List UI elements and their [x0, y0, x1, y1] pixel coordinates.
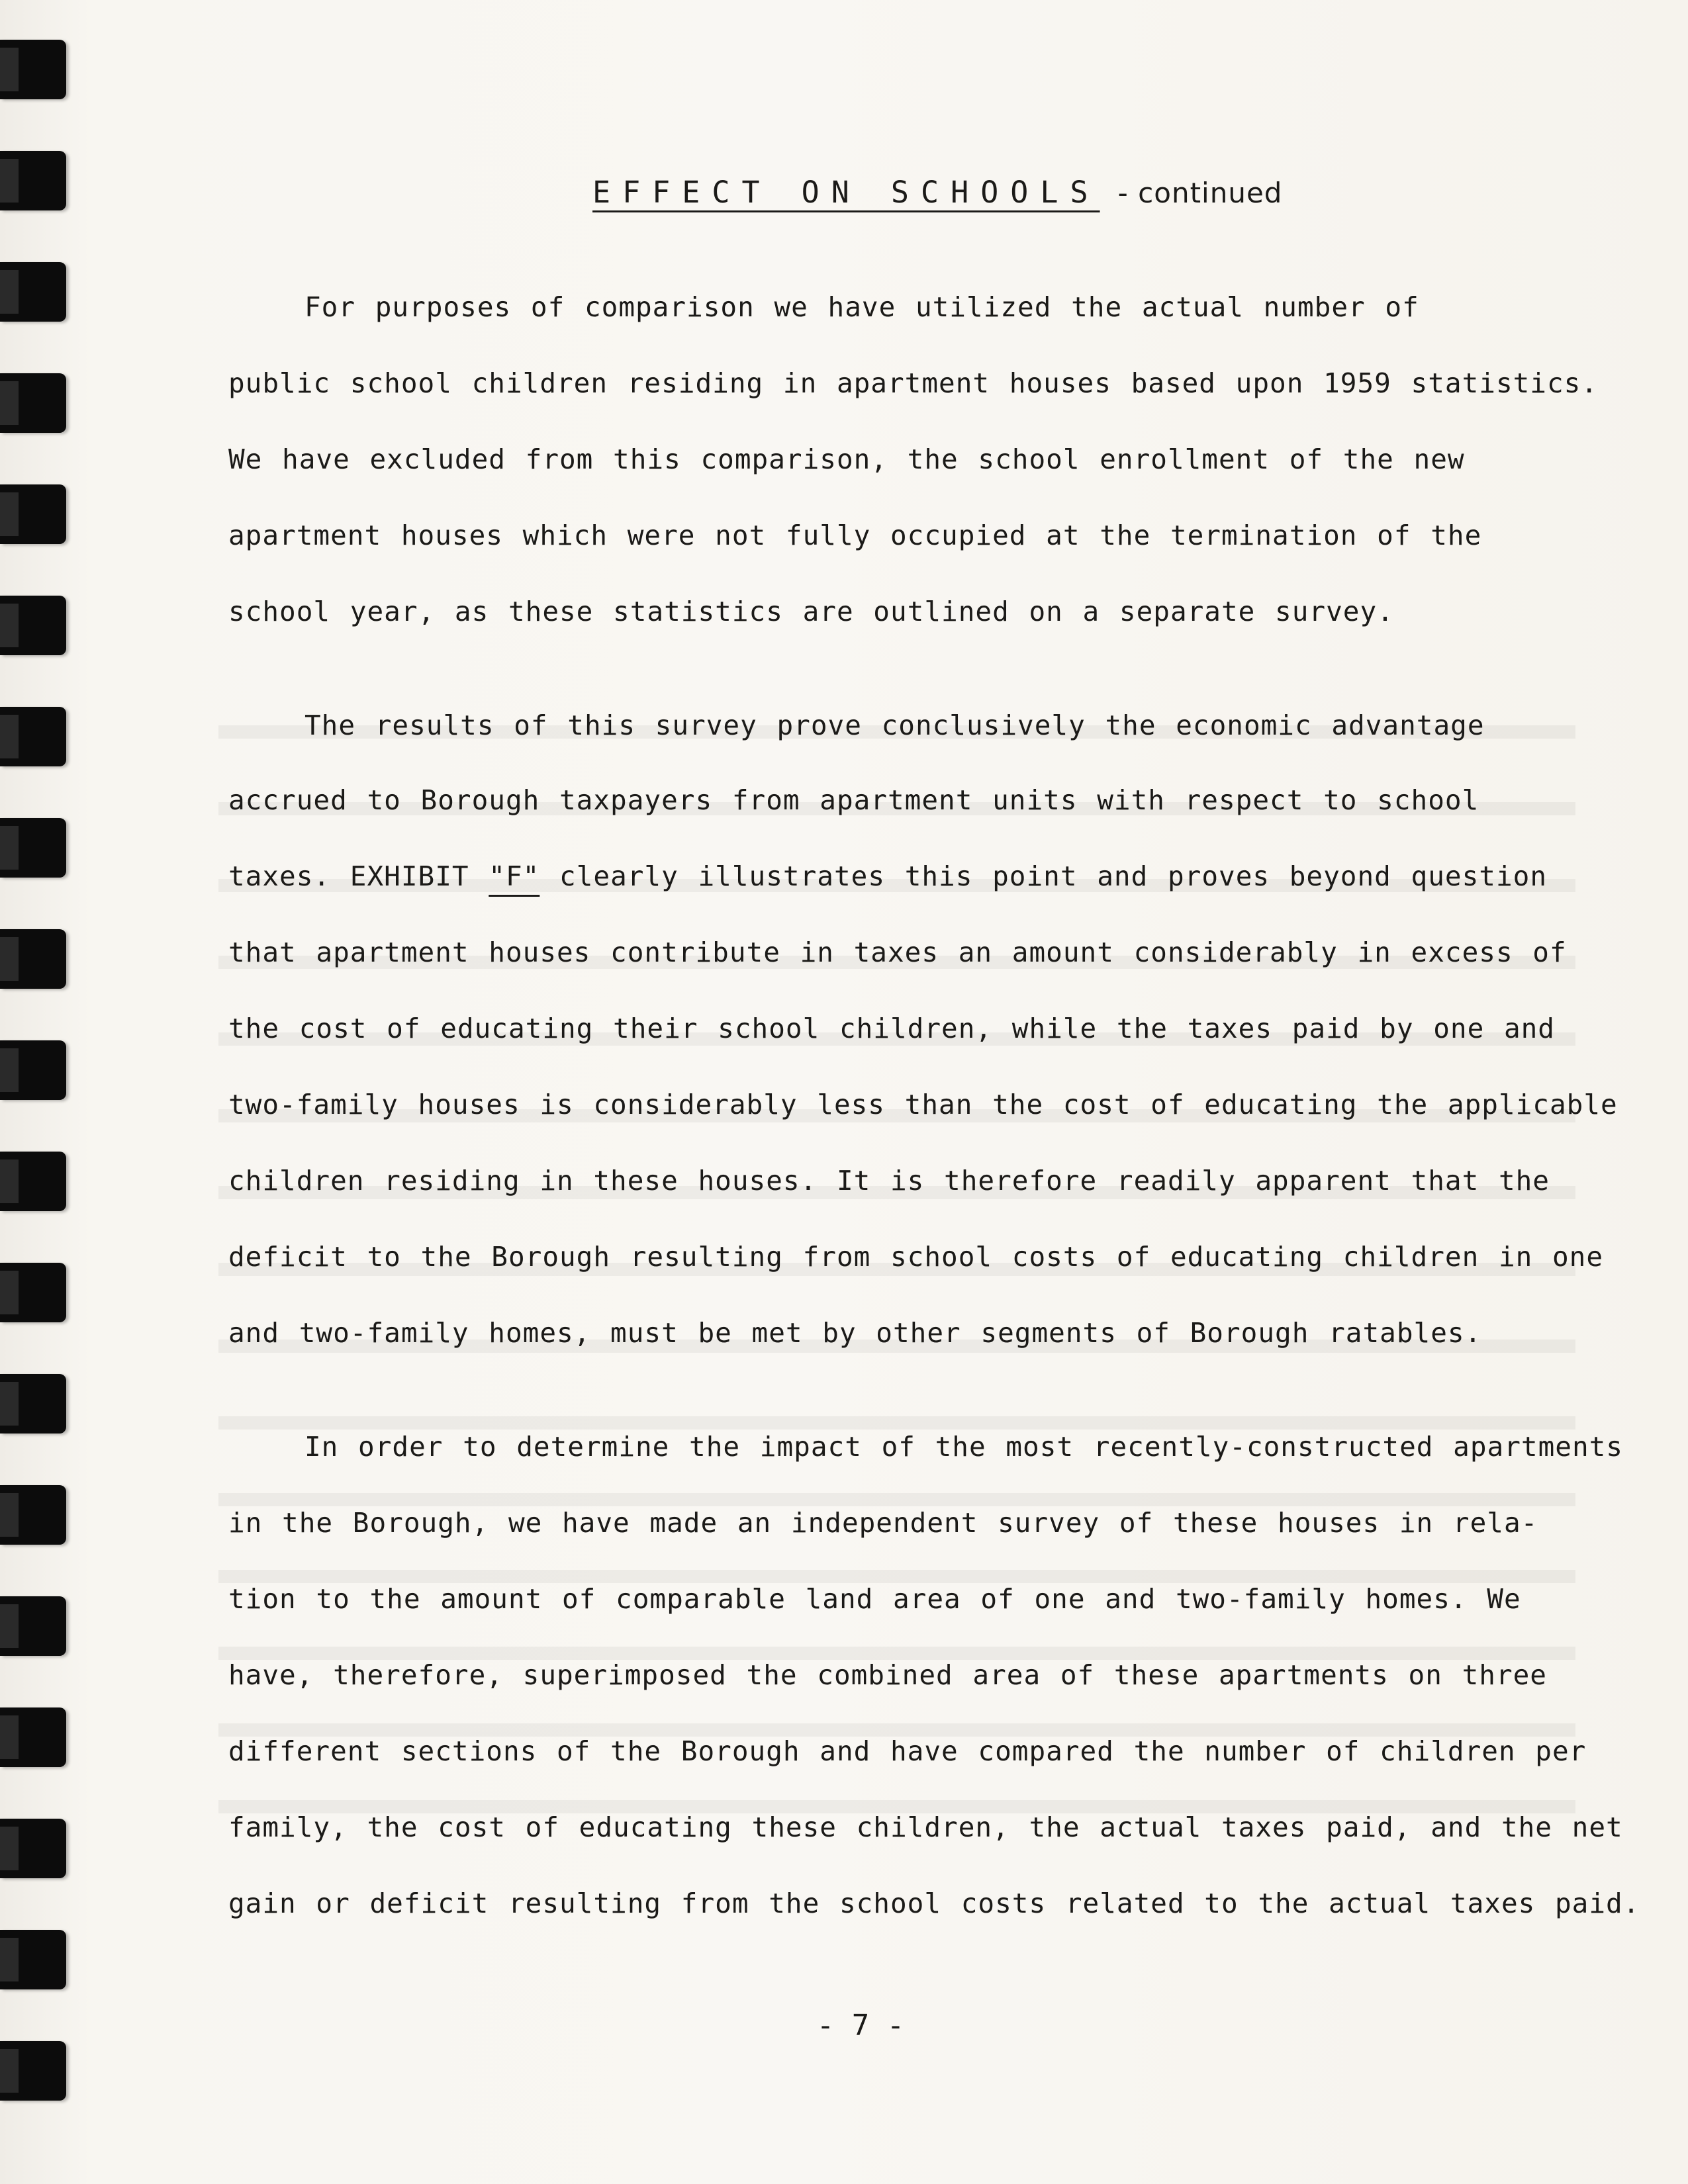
binding-ring: [0, 1485, 66, 1545]
paragraph-2-line: children residing in these houses. It is therefore readily apparent that the: [228, 1165, 1550, 1197]
binding-ring: [0, 1596, 66, 1656]
paragraph-2-line: and two-family homes, must be met by other segments of Borough ratables.: [228, 1317, 1482, 1349]
binding-ring: [0, 1263, 66, 1322]
binding-ring: [0, 1152, 66, 1211]
section-title-suffix: - continued: [1117, 177, 1283, 209]
binding-ring: [0, 373, 66, 433]
binding-ring: [0, 484, 66, 544]
spiral-binding: [0, 40, 73, 2158]
binding-ring: [0, 818, 66, 878]
paragraph-1-line: We have excluded from this comparison, the school enrollment of the new: [228, 443, 1465, 475]
page-number: - 7 -: [816, 2009, 905, 2042]
paragraph-3-line: In order to determine the impact of the most recently-constructed apartments: [305, 1431, 1623, 1463]
paragraph-3-line: have, therefore, superimposed the combined area of these apartments on three: [228, 1659, 1547, 1691]
exhibit-letter: "F": [489, 860, 540, 892]
paragraph-3-line: gain or deficit resulting from the school costs related to the actual taxes paid.: [228, 1888, 1640, 1919]
paragraph-3-line: different sections of the Borough and have compared the number of children per: [228, 1735, 1587, 1767]
section-title: EFFECT ON SCHOOLS: [592, 175, 1100, 210]
paragraph-1-line: school year, as these statistics are outlined on a separate survey.: [228, 596, 1394, 627]
paragraph-3-line: in the Borough, we have made an independent survey of these houses in rela-: [228, 1507, 1538, 1539]
binding-ring: [0, 707, 66, 766]
exhibit-text-after: clearly illustrates this point and proves beyond question: [539, 860, 1548, 892]
binding-ring: [0, 1040, 66, 1100]
binding-ring: [0, 1707, 66, 1767]
paragraph-2-line: that apartment houses contribute in taxes an amount considerably in excess of: [228, 936, 1567, 968]
paragraph-3-line: tion to the amount of comparable land area of one and two-family homes. We: [228, 1583, 1521, 1615]
exhibit-text-before: taxes. EXHIBIT: [228, 860, 489, 892]
paragraph-2-line-exhibit: [228, 860, 1547, 892]
paragraph-2-line: accrued to Borough taxpayers from apartment units with respect to school: [228, 784, 1479, 816]
binding-ring: [0, 262, 66, 322]
paragraph-1-line: public school children residing in apartment houses based upon 1959 statistics.: [228, 367, 1599, 399]
binding-ring: [0, 929, 66, 989]
binding-ring: [0, 40, 66, 99]
binding-ring: [0, 1930, 66, 1989]
binding-ring: [0, 596, 66, 655]
paragraph-1-line: For purposes of comparison we have utilized the actual number of: [305, 291, 1419, 323]
paragraph-1-line: apartment houses which were not fully occupied at the termination of the: [228, 520, 1482, 551]
paragraph-3-line: family, the cost of educating these children, the actual taxes paid, and the net: [228, 1811, 1623, 1843]
section-header: [592, 175, 1453, 210]
binding-ring: [0, 1819, 66, 1878]
paragraph-2-line: deficit to the Borough resulting from school costs of educating children in one: [228, 1241, 1604, 1273]
binding-ring: [0, 1374, 66, 1433]
binding-ring: [0, 151, 66, 210]
paragraph-2-line: The results of this survey prove conclusively the economic advantage: [305, 709, 1485, 741]
binding-ring: [0, 2041, 66, 2101]
paragraph-2-line: two-family houses is considerably less than the cost of educating the applicable: [228, 1089, 1618, 1120]
paragraph-2-line: the cost of educating their school children, while the taxes paid by one and: [228, 1013, 1555, 1044]
